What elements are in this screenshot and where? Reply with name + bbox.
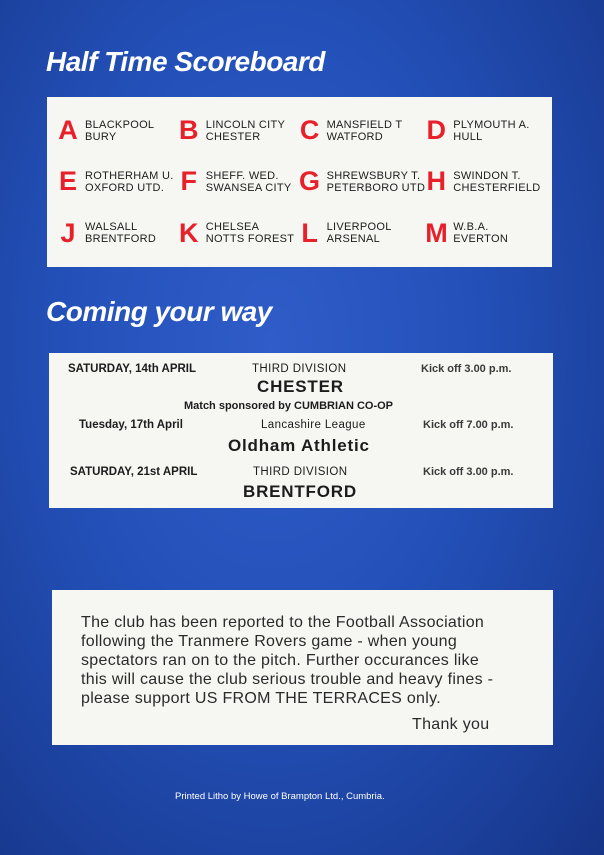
away-team: WATFORD bbox=[326, 130, 384, 143]
home-team: CHELSEA bbox=[205, 221, 260, 234]
fixture-letter: J bbox=[60, 217, 76, 248]
scoreboard-fixture bbox=[425, 105, 546, 156]
fixture-teams bbox=[327, 170, 426, 194]
printer-credit: Printed Litho by Howe of Brampton Ltd., Cumbria. bbox=[175, 791, 385, 802]
fixture-teams bbox=[85, 119, 154, 143]
home-team: WALSALL bbox=[85, 221, 138, 234]
home-team: ROTHERHAM U. bbox=[85, 169, 174, 182]
fixture-teams bbox=[327, 221, 392, 245]
home-team: BLACKPOOL bbox=[85, 118, 155, 131]
match2-competition: Lancashire League bbox=[261, 419, 366, 431]
fixture-letter: F bbox=[180, 166, 198, 197]
match1-opponent: CHESTER bbox=[257, 377, 344, 396]
fixture-letter: C bbox=[299, 115, 320, 146]
home-team: W.B.A. bbox=[453, 221, 489, 234]
away-team: PETERBORO UTD bbox=[326, 181, 426, 194]
scoreboard-fixture bbox=[57, 156, 178, 207]
notice-signoff: Thank you bbox=[412, 716, 490, 733]
match1-date: SATURDAY, 14th APRIL bbox=[68, 363, 197, 375]
away-team: CHESTERFIELD bbox=[453, 181, 541, 194]
home-team: SWINDON T. bbox=[453, 169, 521, 182]
away-team: BRENTFORD bbox=[85, 233, 157, 246]
fixture-teams bbox=[327, 119, 403, 143]
match1-competition: THIRD DIVISION bbox=[252, 363, 347, 375]
scoreboard-fixture bbox=[299, 156, 426, 207]
fixture-teams bbox=[85, 170, 174, 194]
match2-kickoff: Kick off 7.00 p.m. bbox=[423, 419, 514, 431]
fixture-letter: H bbox=[426, 166, 446, 197]
away-team: CHESTER bbox=[205, 130, 261, 143]
fixtures-panel bbox=[49, 353, 553, 508]
match1-sponsor: Match sponsored by CUMBRIAN CO-OP bbox=[184, 400, 394, 412]
away-team: SWANSEA CITY bbox=[205, 181, 292, 194]
match1-kickoff: Kick off 3.00 p.m. bbox=[421, 363, 512, 375]
fixture-letter: B bbox=[179, 115, 199, 146]
match2-opponent: Oldham Athletic bbox=[228, 436, 370, 455]
fixture-letter: L bbox=[301, 217, 318, 248]
scoreboard-fixture bbox=[178, 105, 299, 156]
match3-opponent: BRENTFORD bbox=[243, 482, 357, 501]
match3-competition: THIRD DIVISION bbox=[253, 466, 348, 478]
away-team: HULL bbox=[453, 130, 483, 143]
scoreboard-fixture bbox=[425, 208, 546, 259]
fixture-letter: E bbox=[58, 166, 77, 197]
fixture-letter: D bbox=[426, 115, 446, 146]
scoreboard-fixture bbox=[299, 208, 426, 259]
away-team: ARSENAL bbox=[326, 233, 381, 246]
home-team: MANSFIELD T bbox=[326, 118, 403, 131]
notice-line: spectators ran on to the pitch. Further occurances like bbox=[81, 652, 480, 669]
scoreboard-fixture bbox=[57, 208, 178, 259]
fixture-teams bbox=[453, 170, 540, 194]
notice-line: this will cause the club serious trouble and heavy fines - bbox=[81, 671, 494, 688]
scoreboard-fixture bbox=[178, 156, 299, 207]
home-team: LIVERPOOL bbox=[326, 221, 392, 234]
fixture-teams bbox=[206, 119, 285, 143]
home-team: SHREWSBURY T. bbox=[326, 169, 421, 182]
match3-kickoff: Kick off 3.00 p.m. bbox=[423, 466, 514, 478]
fixture-teams bbox=[453, 119, 529, 143]
fixture-letter: G bbox=[299, 166, 321, 197]
home-team: SHEFF. WED. bbox=[205, 169, 279, 182]
coming-your-way-heading: Coming your way bbox=[46, 296, 272, 327]
fixture-teams bbox=[453, 221, 508, 245]
notice-line: following the Tranmere Rovers game - when young bbox=[81, 633, 458, 650]
fixture-teams bbox=[206, 221, 295, 245]
notice-line: The club has been reported to the Football Association bbox=[81, 614, 485, 631]
scoreboard-fixture bbox=[178, 208, 299, 259]
fixture-letter: A bbox=[58, 115, 78, 146]
fixture-teams bbox=[206, 170, 292, 194]
fixture-letter: M bbox=[425, 217, 448, 248]
fixture-teams bbox=[85, 221, 156, 245]
match2-date: Tuesday, 17th April bbox=[79, 419, 183, 431]
home-team: LINCOLN CITY bbox=[205, 118, 286, 131]
fixture-letter: K bbox=[179, 217, 199, 248]
notice-line: please support US FROM THE TERRACES only. bbox=[81, 690, 441, 707]
scoreboard-fixture bbox=[299, 105, 426, 156]
half-time-scoreboard bbox=[47, 97, 552, 267]
notice-panel bbox=[52, 590, 553, 745]
away-team: BURY bbox=[85, 130, 117, 143]
match3-date: SATURDAY, 21st APRIL bbox=[70, 466, 198, 478]
scoreboard-heading: Half Time Scoreboard bbox=[46, 46, 325, 77]
away-team: NOTTS FOREST bbox=[205, 233, 295, 246]
away-team: OXFORD UTD. bbox=[85, 181, 165, 194]
scoreboard-fixture bbox=[425, 156, 546, 207]
scoreboard-fixture bbox=[57, 105, 178, 156]
home-team: PLYMOUTH A. bbox=[453, 118, 530, 131]
away-team: EVERTON bbox=[453, 233, 509, 246]
